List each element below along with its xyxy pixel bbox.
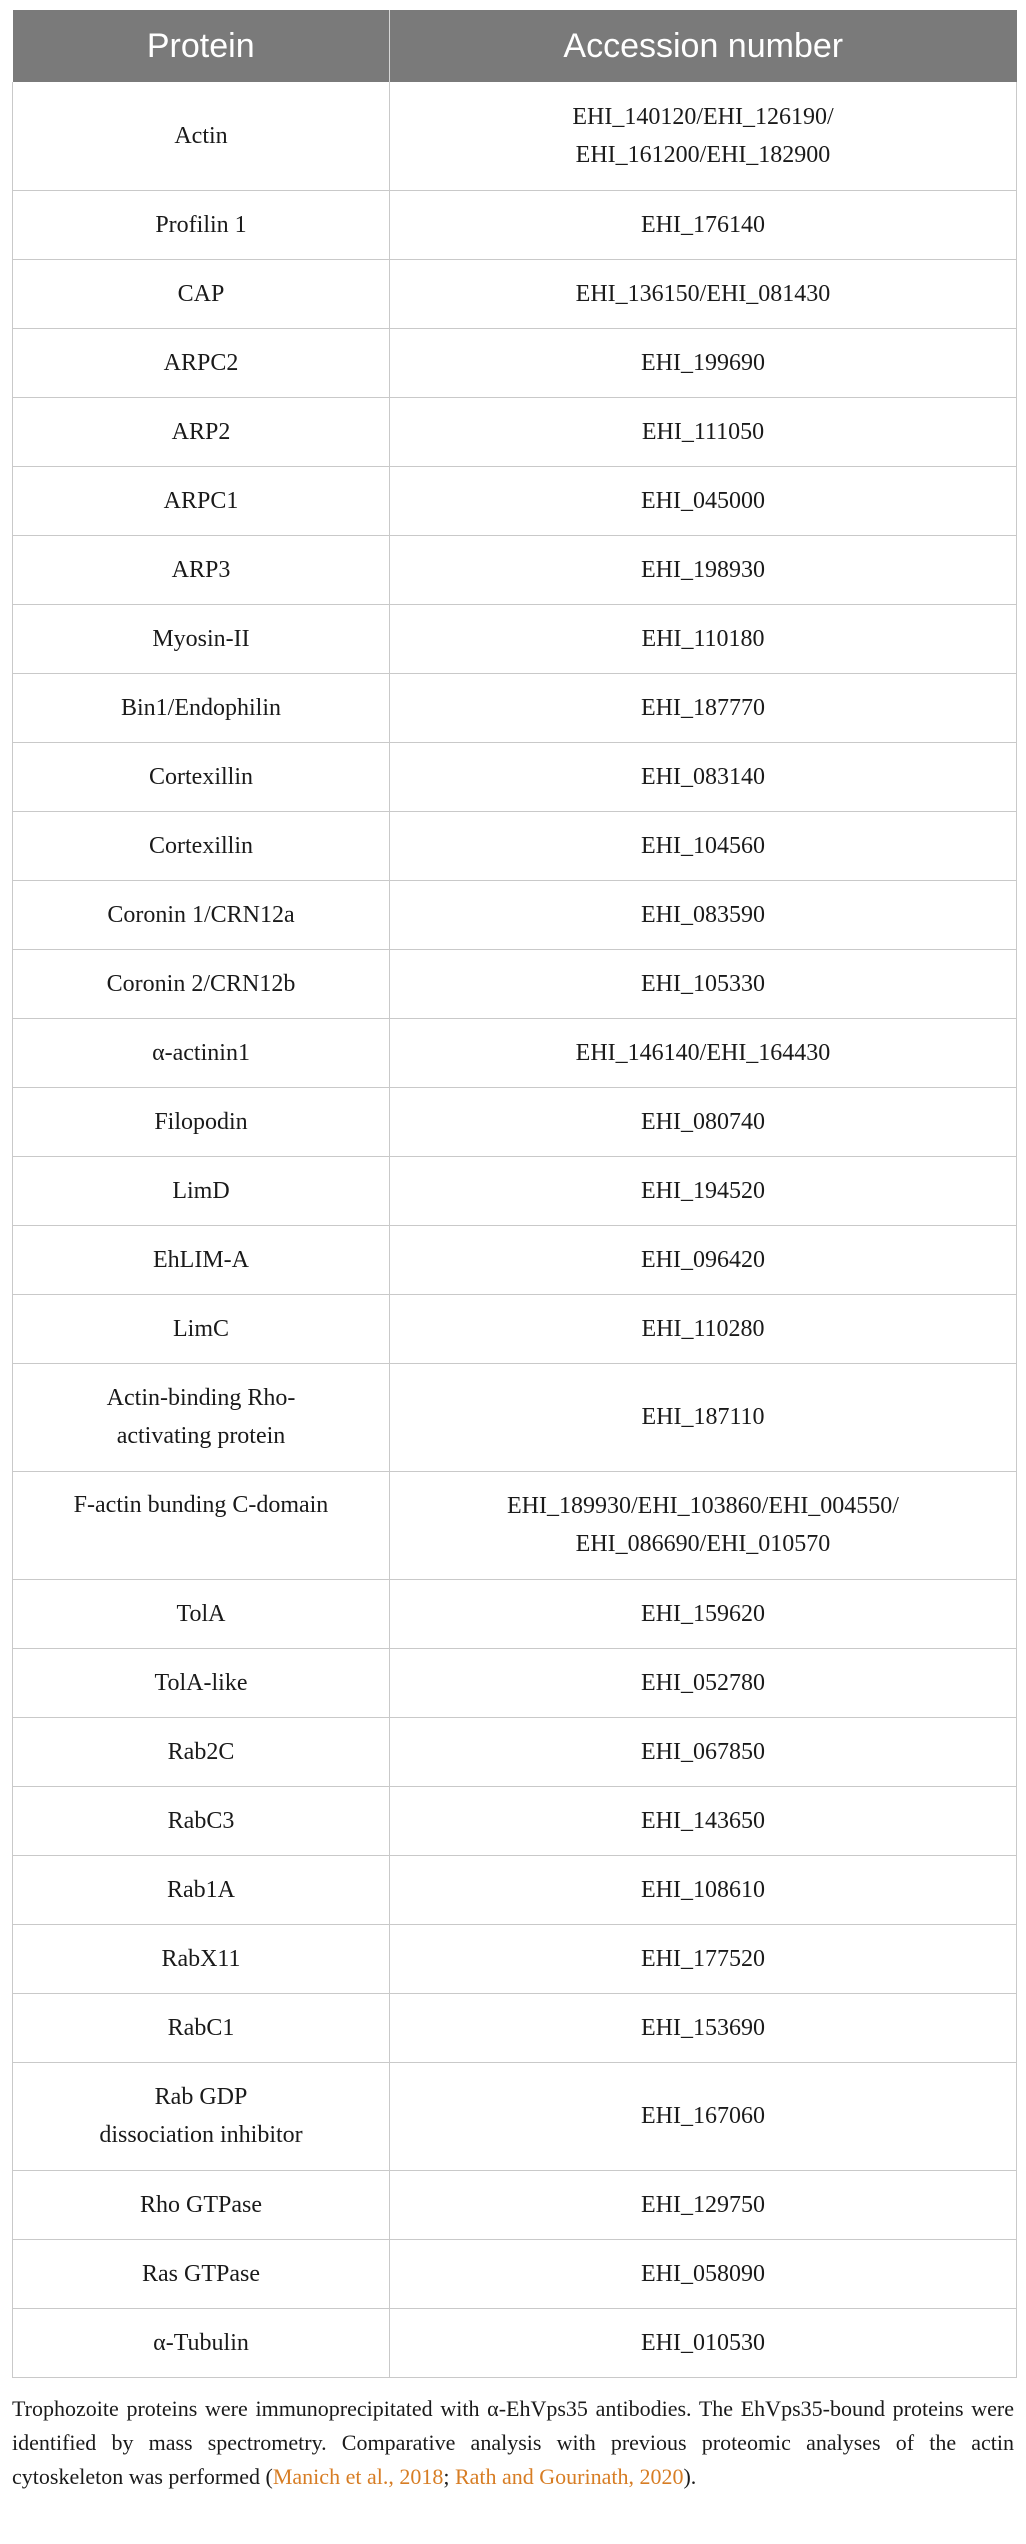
protein-cell (13, 880, 390, 949)
table-row (13, 1786, 1017, 1855)
protein-name: ARP2 (171, 418, 231, 445)
protein-name: Cortexillin (149, 832, 253, 859)
protein-name: Filopodin (154, 1108, 248, 1135)
protein-cell (13, 604, 390, 673)
accession-cell (390, 466, 1017, 535)
protein-name: ARPC1 (163, 487, 239, 514)
protein-name: Actin (174, 122, 228, 149)
protein-name: Cortexillin (149, 763, 253, 790)
table-row (13, 1018, 1017, 1087)
protein-cell (13, 397, 390, 466)
protein-name: ARPC2 (163, 349, 239, 376)
accession-number: EHI_111050 (641, 418, 765, 445)
protein-cell (13, 949, 390, 1018)
table-row (13, 1993, 1017, 2062)
table-row (13, 82, 1017, 190)
table-row (13, 1717, 1017, 1786)
protein-cell (13, 535, 390, 604)
protein-name: α-Tubulin (153, 2329, 249, 2356)
table-row (13, 811, 1017, 880)
protein-name: CAP (177, 280, 225, 307)
table-row (13, 1363, 1017, 1471)
accession-cell (390, 1786, 1017, 1855)
accession-cell (390, 1087, 1017, 1156)
accession-number: EHI_189930/EHI_103860/EHI_004550/ (507, 1493, 899, 1519)
protein-cell (13, 2170, 390, 2239)
accession-cell (390, 259, 1017, 328)
accession-number: EHI_167060 (641, 2103, 765, 2129)
header-protein: Protein (13, 10, 390, 82)
table-row (13, 604, 1017, 673)
accession-number: EHI_146140/EHI_164430 (575, 1039, 831, 1066)
accession-number: EHI_052780 (641, 1669, 765, 1696)
accession-cell (390, 1471, 1017, 1579)
protein-cell (13, 1855, 390, 1924)
table-row (13, 1087, 1017, 1156)
table-row (13, 190, 1017, 259)
table-header (13, 10, 1017, 82)
protein-cell (13, 2239, 390, 2308)
protein-name: EhLIM-A (153, 1246, 249, 1273)
accession-number: EHI_153690 (641, 2014, 765, 2041)
caption-end: ). (683, 2463, 697, 2489)
table-row (13, 742, 1017, 811)
protein-name: LimC (172, 1315, 229, 1342)
accession-cell (390, 811, 1017, 880)
table-row (13, 2239, 1017, 2308)
accession-number: EHI_136150/EHI_081430 (575, 280, 831, 307)
accession-cell (390, 880, 1017, 949)
protein-cell (13, 1993, 390, 2062)
protein-cell (13, 1648, 390, 1717)
protein-name: RabX11 (161, 1945, 241, 1972)
accession-number: EHI_194520 (641, 1177, 765, 1204)
table-caption (12, 2392, 1016, 2494)
protein-cell (13, 259, 390, 328)
accession-number: EHI_177520 (641, 1945, 765, 1972)
accession-number: EHI_080740 (641, 1108, 765, 1135)
protein-cell (13, 1225, 390, 1294)
protein-cell (13, 1924, 390, 1993)
accession-number: EHI_058090 (641, 2260, 765, 2287)
accession-cell (390, 2239, 1017, 2308)
table-row (13, 1579, 1017, 1648)
table-row (13, 2170, 1017, 2239)
accession-number: EHI_086690/EHI_010570 (575, 1531, 831, 1557)
table-row (13, 2062, 1017, 2170)
accession-number: EHI_105330 (641, 970, 765, 997)
accession-cell (390, 742, 1017, 811)
accession-cell (390, 328, 1017, 397)
protein-cell (13, 1087, 390, 1156)
accession-number: EHI_143650 (641, 1807, 765, 1834)
protein-cell (13, 1018, 390, 1087)
protein-cell (13, 673, 390, 742)
accession-cell (390, 190, 1017, 259)
protein-cell (13, 1579, 390, 1648)
protein-cell (13, 190, 390, 259)
accession-cell (390, 604, 1017, 673)
accession-number: EHI_096420 (641, 1246, 765, 1273)
protein-cell (13, 1294, 390, 1363)
accession-number: EHI_159620 (641, 1600, 765, 1627)
protein-name: Rab1A (167, 1876, 235, 1903)
table-row (13, 1648, 1017, 1717)
accession-cell (390, 1648, 1017, 1717)
table-row (13, 2308, 1017, 2377)
protein-cell (13, 2062, 390, 2170)
protein-name: TolA-like (154, 1669, 248, 1696)
table-row (13, 259, 1017, 328)
protein-name: Actin-binding Rho- (106, 1385, 296, 1411)
protein-cell (13, 1363, 390, 1471)
protein-cell (13, 466, 390, 535)
protein-cell (13, 328, 390, 397)
protein-name: activating protein (116, 1423, 286, 1449)
accession-number: EHI_187110 (641, 1404, 765, 1430)
protein-name: Coronin 2/CRN12b (106, 970, 296, 997)
reference-link-rath[interactable]: Rath and Gourinath, 2020 (454, 2463, 684, 2489)
table-row (13, 880, 1017, 949)
accession-cell (390, 2308, 1017, 2377)
caption-text: Trophozoite proteins were immunoprecipitated with α-EhVps35 antibodies. The EhVps35-bound proteins were identified by mass spectrometry. Comparative analysis with previous proteomic analyses of the actin cytoskeleton was performed ( (12, 2395, 1014, 2489)
table-row (13, 466, 1017, 535)
accession-cell (390, 1363, 1017, 1471)
accession-number: EHI_083590 (641, 901, 765, 928)
protein-cell (13, 1786, 390, 1855)
accession-cell (390, 1717, 1017, 1786)
protein-table (12, 10, 1017, 2378)
header-row (13, 10, 1017, 82)
protein-cell (13, 1156, 390, 1225)
table-row (13, 535, 1017, 604)
protein-name: Profilin 1 (155, 211, 247, 238)
protein-name: Bin1/Endophilin (120, 694, 281, 721)
protein-cell (13, 1471, 390, 1579)
table-row (13, 1294, 1017, 1363)
accession-number: EHI_140120/EHI_126190/ (572, 103, 834, 130)
accession-cell (390, 1018, 1017, 1087)
protein-name: TolA (176, 1600, 226, 1627)
table-row (13, 1156, 1017, 1225)
accession-number: EHI_110180 (641, 625, 765, 652)
accession-number: EHI_187770 (641, 694, 765, 721)
accession-cell (390, 1855, 1017, 1924)
accession-number: EHI_161200/EHI_182900 (575, 141, 831, 168)
protein-name: F-actin bunding C-domain (73, 1491, 329, 1518)
accession-cell (390, 397, 1017, 466)
protein-name: Rho GTPase (140, 2191, 262, 2218)
protein-name: α-actinin1 (152, 1039, 250, 1066)
protein-name: RabC1 (167, 2014, 235, 2041)
reference-link-manich[interactable]: Manich et al., 2018 (272, 2463, 444, 2489)
table-row (13, 1471, 1017, 1579)
protein-name: Coronin 1/CRN12a (107, 901, 295, 928)
protein-name: RabC3 (167, 1807, 235, 1834)
table-row (13, 1225, 1017, 1294)
table-row (13, 1855, 1017, 1924)
table-row (13, 949, 1017, 1018)
protein-name: dissociation inhibitor (99, 2122, 303, 2148)
table-figure (12, 10, 1016, 2516)
table-row (13, 397, 1017, 466)
accession-number: EHI_129750 (641, 2191, 765, 2218)
protein-cell (13, 742, 390, 811)
accession-cell (390, 2062, 1017, 2170)
table-body (13, 82, 1017, 2377)
table-row (13, 673, 1017, 742)
accession-number: EHI_176140 (641, 211, 765, 238)
accession-cell (390, 82, 1017, 190)
accession-number: EHI_010530 (641, 2329, 765, 2356)
accession-cell (390, 1225, 1017, 1294)
accession-cell (390, 1993, 1017, 2062)
accession-cell (390, 535, 1017, 604)
table-row (13, 328, 1017, 397)
accession-cell (390, 1924, 1017, 1993)
table-row (13, 1924, 1017, 1993)
header-accession-number: Accession number (390, 10, 1017, 82)
accession-number: EHI_083140 (641, 763, 765, 790)
accession-number: EHI_067850 (641, 1738, 765, 1765)
caption-separator: ; (443, 2463, 455, 2489)
accession-cell (390, 2170, 1017, 2239)
protein-cell (13, 2308, 390, 2377)
accession-number: EHI_104560 (641, 832, 765, 859)
accession-cell (390, 673, 1017, 742)
accession-number: EHI_045000 (641, 487, 765, 514)
protein-name: Rab2C (167, 1738, 235, 1765)
accession-cell (390, 1156, 1017, 1225)
accession-cell (390, 1579, 1017, 1648)
protein-name: LimD (172, 1177, 230, 1204)
protein-cell (13, 82, 390, 190)
protein-name: ARP3 (171, 556, 231, 583)
accession-number: EHI_108610 (641, 1876, 765, 1903)
accession-cell (390, 949, 1017, 1018)
protein-name: Ras GTPase (142, 2260, 260, 2287)
accession-number: EHI_110280 (641, 1315, 765, 1342)
protein-name: Myosin-II (152, 625, 250, 652)
accession-number: EHI_198930 (641, 556, 765, 583)
protein-name: Rab GDP (154, 2084, 248, 2110)
accession-cell (390, 1294, 1017, 1363)
protein-cell (13, 1717, 390, 1786)
accession-number: EHI_199690 (641, 349, 765, 376)
protein-cell (13, 811, 390, 880)
